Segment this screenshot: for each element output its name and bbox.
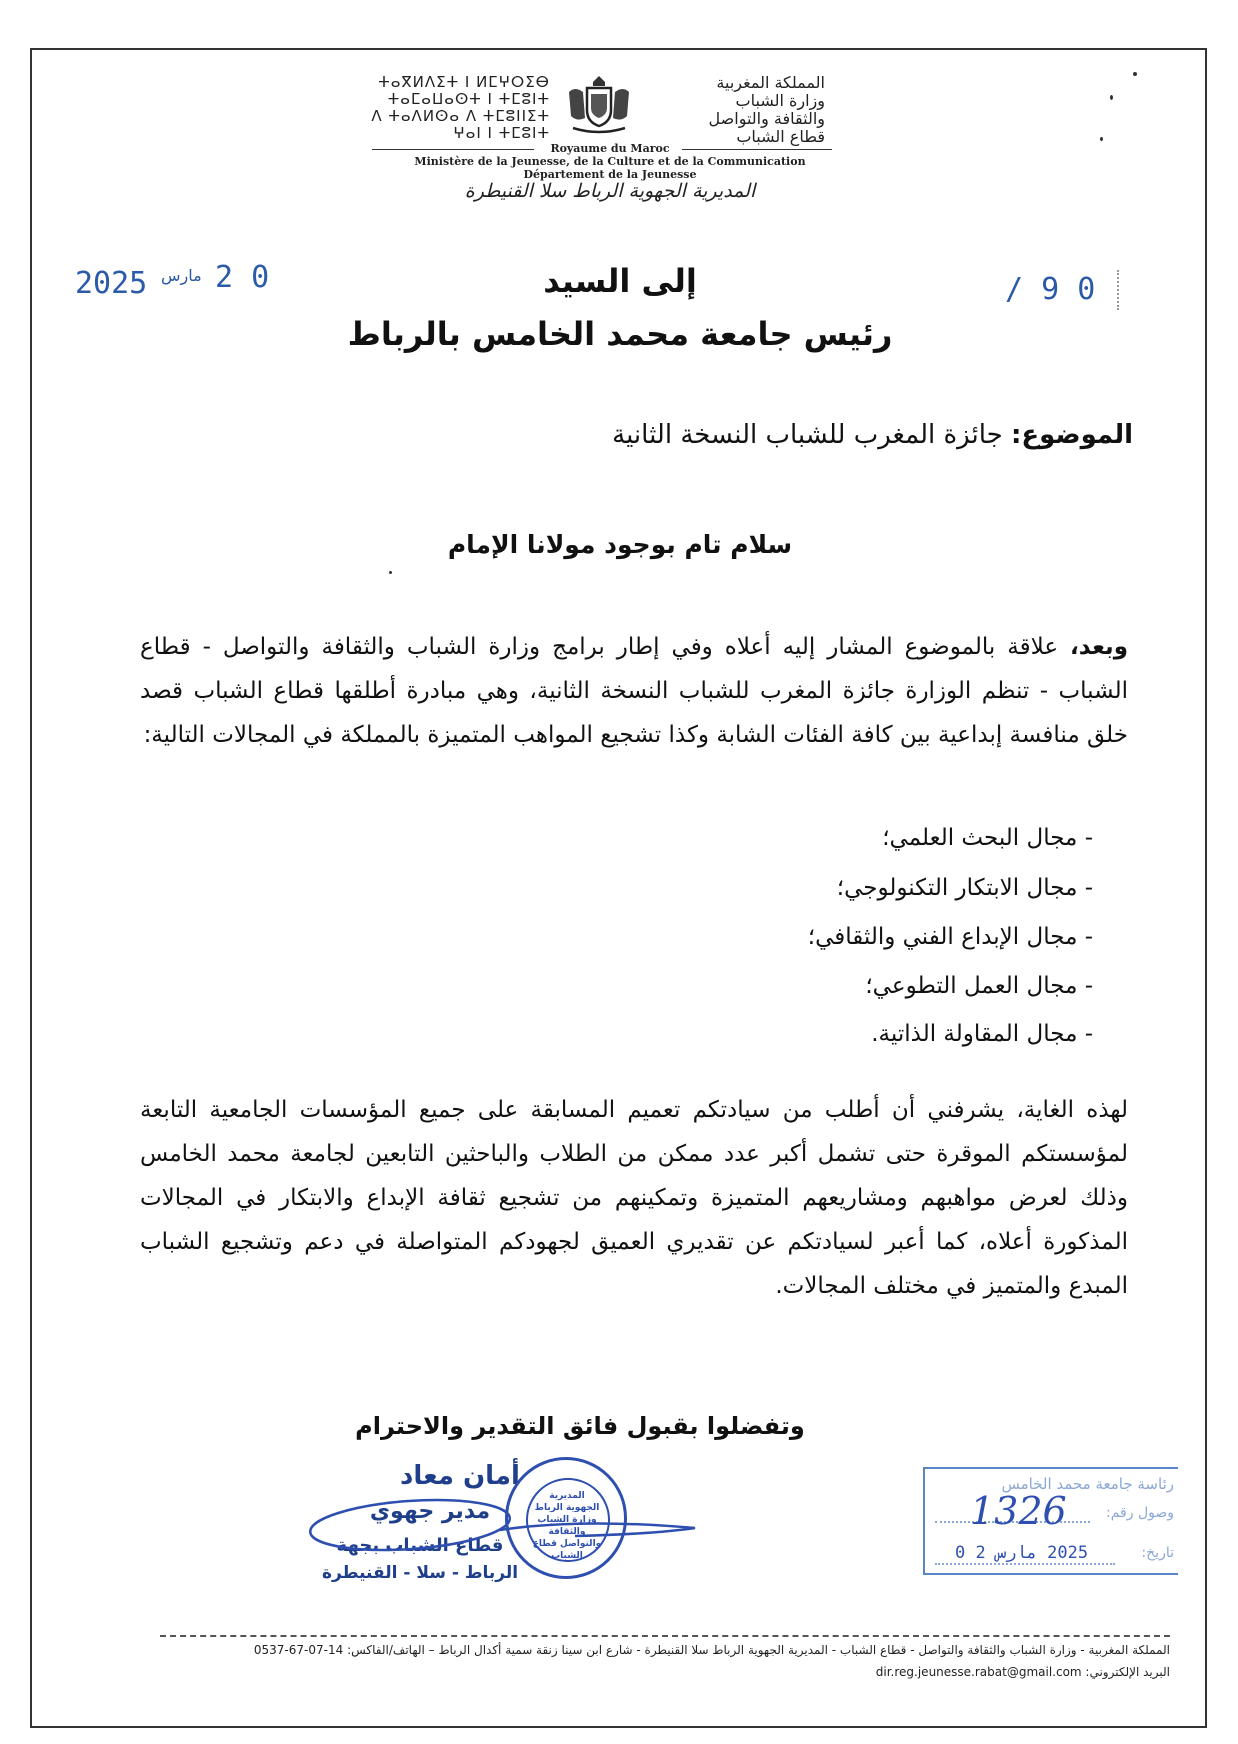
list-item: - مجال المقاولة الذاتية. [871,1021,1093,1047]
scan-speck [1133,72,1137,76]
reference-number: / 9 0 [1005,272,1096,307]
footer-email[interactable]: dir.reg.jeunesse.rabat@gmail.com [875,1665,1082,1679]
subject-line [612,420,1133,450]
reception-stamp [923,1467,1178,1575]
recipient-line2: رئيس جامعة محمد الخامس بالرباط [347,315,893,353]
regional-direction: المديرية الجهوية الرباط سلا القنيطرة [464,180,756,202]
subject-label: الموضوع: [1011,420,1133,450]
date-stamp-month: مارس [161,266,202,285]
scan-speck [1117,270,1121,310]
closing-line: وتفضلوا بقبول فائق التقدير والاحترام [355,1412,805,1440]
list-item: - مجال الإبداع الفني والثقافي؛ [807,924,1093,950]
paragraph-request: لهذه الغاية، يشرفني أن أطلب من سيادتكم تعميم المسابقة على جميع المؤسسات الجامعية التابعة لمؤسستكم الموقرة حتى تشمل أكبر عدد ممكن من الطلاب والباحثين التابعين لجامعة محمد الخامس وذلك لعرض مواهبهم ومشاريعهم المتميزة وتمكينهم من تشجيع ثقافة الإبداع والابتكار في المجالات المذكورة أعلاه، كما أعبر لسيادتكم عن تقديري العميق لجهودكم المتواصلة في دعم وتشجيع الشباب المبدع والمتميز في مختلف المجالات. [140,1097,1128,1299]
reception-received-label: وصول رقم: [1106,1505,1174,1521]
list-item: - مجال الابتكار التكنولوجي؛ [836,875,1093,901]
footer-divider [160,1635,1170,1637]
subject-text: جائزة المغرب للشباب النسخة الثانية [612,420,1003,450]
signature-block [300,1455,720,1615]
arabic-header-line: والثقافة والتواصل [708,109,825,128]
arabic-header-line: قطاع الشباب [736,127,825,146]
paragraph-intro-text: علاقة بالموضوع المشار إليه أعلاه وفي إطار برامج وزارة الشباب والثقافة والتواصل - قطاع الشباب - تنظم الوزارة جائزة المغرب للشباب النسخة الثانية، وهي مبادرة أطلقها قطاع الشباب قصد خلق منافسة إبداعية بين كافة الفئات الشابة وكذا تشجيع المواهب المتميزة بالمملكة في المجالات التالية: [140,634,1128,748]
tifinagh-line: ⵜⴰⵎⴰⵡⴰⵙⵜ ⵏ ⵜⵎⵓⵏⵜ [387,90,550,108]
signature-title: مدير جهوي [369,1499,491,1524]
reception-number: 1326 [970,1489,1067,1533]
seal-text: المديرية الجهوية الرباط وزارة الشباب والثقافة والتواصل قطاع الشباب [532,1491,602,1561]
footer-address: المملكة المغربية - وزارة الشباب والثقافة والتواصل - قطاع الشباب - المديرية الجهوية الرباط سلا القنيطرة - شارع ابن سينا زنقة سمية أكدال الرباط – الهاتف/الفاكس: 14-07-67-0537 [253,1643,1170,1657]
footer-email-label: البريد الإلكتروني: [1085,1665,1170,1679]
fr-ministry: Ministère de la Jeunesse, de la Culture et de la Communication [414,155,806,168]
tifinagh-line: ⵜⴰⴳⵍⴷⵉⵜ ⵏ ⵍⵎⵖⵔⵉⴱ [378,73,550,91]
scan-speck [1100,137,1103,141]
footer-email-line [876,1665,1170,1679]
signature-sector: قطاع الشباب بجهة [336,1535,504,1556]
paragraph-intro [140,625,1128,757]
tifinagh-line: ⴷ ⵜⴰⴷⵍⵙⴰ ⴷ ⵜⵎⵓⵏⵏⵉⵜ [371,107,550,125]
arabic-header-line: المملكة المغربية [716,73,825,92]
scan-speck [1110,95,1113,100]
scan-speck [389,571,392,574]
reception-date-dots [935,1563,1115,1565]
list-item: - مجال البحث العلمي؛ [882,825,1093,851]
signature-name: أمان معاد [400,1461,520,1491]
reception-date: 2025 مارس 2 0 [955,1543,1089,1563]
recipient-line1: إلى السيد [543,262,697,300]
reception-date-label: تاريخ: [1141,1545,1174,1561]
signature-region: الرباط - سلا - القنيطرة [321,1563,519,1583]
date-stamp-year: 2025 [75,266,148,301]
paragraph-intro-lead: وبعد، [1070,634,1128,660]
official-seal [505,1457,627,1579]
salutation: سلام تام بوجود مولانا الإمام [447,530,793,559]
list-item: - مجال العمل التطوعي؛ [865,973,1093,999]
date-stamp-day: 2 0 [215,260,270,295]
fr-department: Département de la Jeunesse [523,168,697,181]
arabic-header [645,74,825,146]
coat-of-arms-icon [563,72,635,134]
date-stamp [75,262,275,302]
tifinagh-line: ⵖⴰⵏ ⵏ ⵜⵎⵓⵏⵜ [453,124,550,142]
reception-stamp-title: رئاسة جامعة محمد الخامس [1001,1475,1174,1493]
header [360,72,860,212]
tifinagh-header [360,74,550,142]
arabic-header-line: وزارة الشباب [735,91,825,110]
fr-country: Royaume du Maroc [550,142,670,155]
